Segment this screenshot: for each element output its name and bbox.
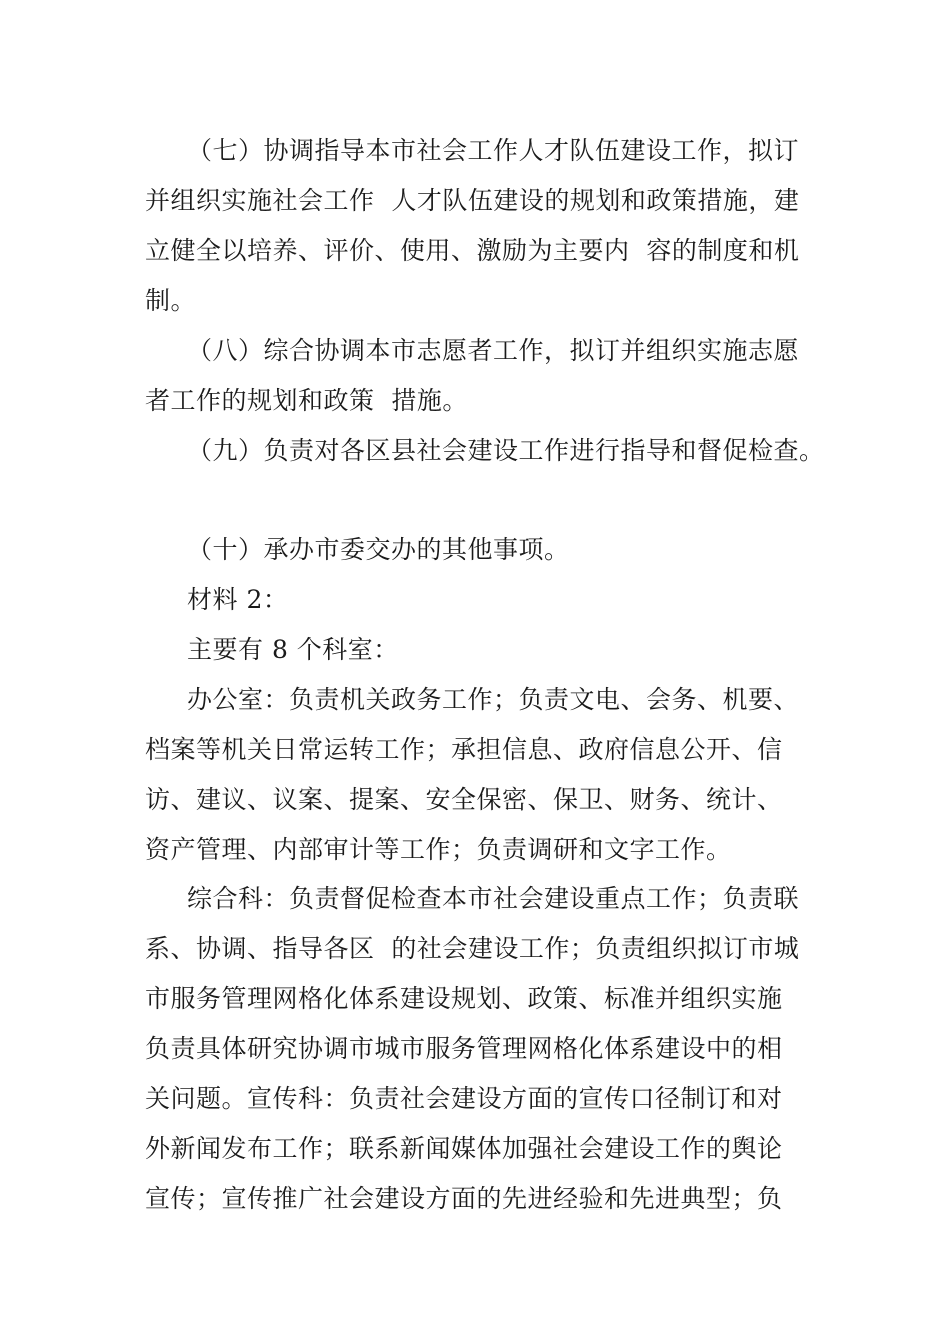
paragraph-line: 负责具体研究协调市城市服务管理网格化体系建设中的相 [145, 1034, 783, 1063]
paragraph-line: 者工作的规划和政策 措施。 [145, 386, 468, 415]
paragraph-line: 宣传；宣传推广社会建设方面的先进经验和先进典型；负 [145, 1184, 783, 1213]
paragraph-line: 关问题。宣传科：负责社会建设方面的宣传口径制订和对 [145, 1084, 783, 1113]
paragraph-line: 综合科：负责督促检查本市社会建设重点工作；负责联 [187, 884, 800, 913]
paragraph-line: 外新闻发布工作；联系新闻媒体加强社会建设工作的舆论 [145, 1134, 783, 1163]
paragraph-line: 档案等机关日常运转工作；承担信息、政府信息公开、信 [145, 735, 783, 764]
paragraph-line: 并组织实施社会工作 人才队伍建设的规划和政策措施，建 [145, 186, 800, 215]
section-heading: 材料 2： [187, 585, 289, 614]
paragraph-line: 访、建议、议案、提案、安全保密、保卫、财务、统计、 [145, 785, 783, 814]
paragraph-line: 立健全以培养、评价、使用、激励为主要内 容的制度和机 [145, 236, 800, 265]
paragraph-line: （七）协调指导本市社会工作人才队伍建设工作，拟订 [187, 136, 800, 165]
paragraph-line: （九）负责对各区县社会建设工作进行指导和督促检查。 [187, 436, 825, 465]
paragraph-line: 市服务管理网格化体系建设规划、政策、标准并组织实施 [145, 984, 783, 1013]
paragraph-line: 系、协调、指导各区 的社会建设工作；负责组织拟订市城 [145, 934, 800, 963]
paragraph-line: 制。 [145, 286, 197, 315]
paragraph-line: （十）承办市委交办的其他事项。 [187, 535, 570, 564]
paragraph-line: 主要有 8 个科室： [187, 635, 399, 664]
paragraph-line: （八）综合协调本市志愿者工作，拟订并组织实施志愿 [187, 336, 800, 365]
paragraph-line: 资产管理、内部审计等工作；负责调研和文字工作。 [145, 835, 732, 864]
paragraph-line: 办公室：负责机关政务工作；负责文电、会务、机要、 [187, 685, 800, 714]
